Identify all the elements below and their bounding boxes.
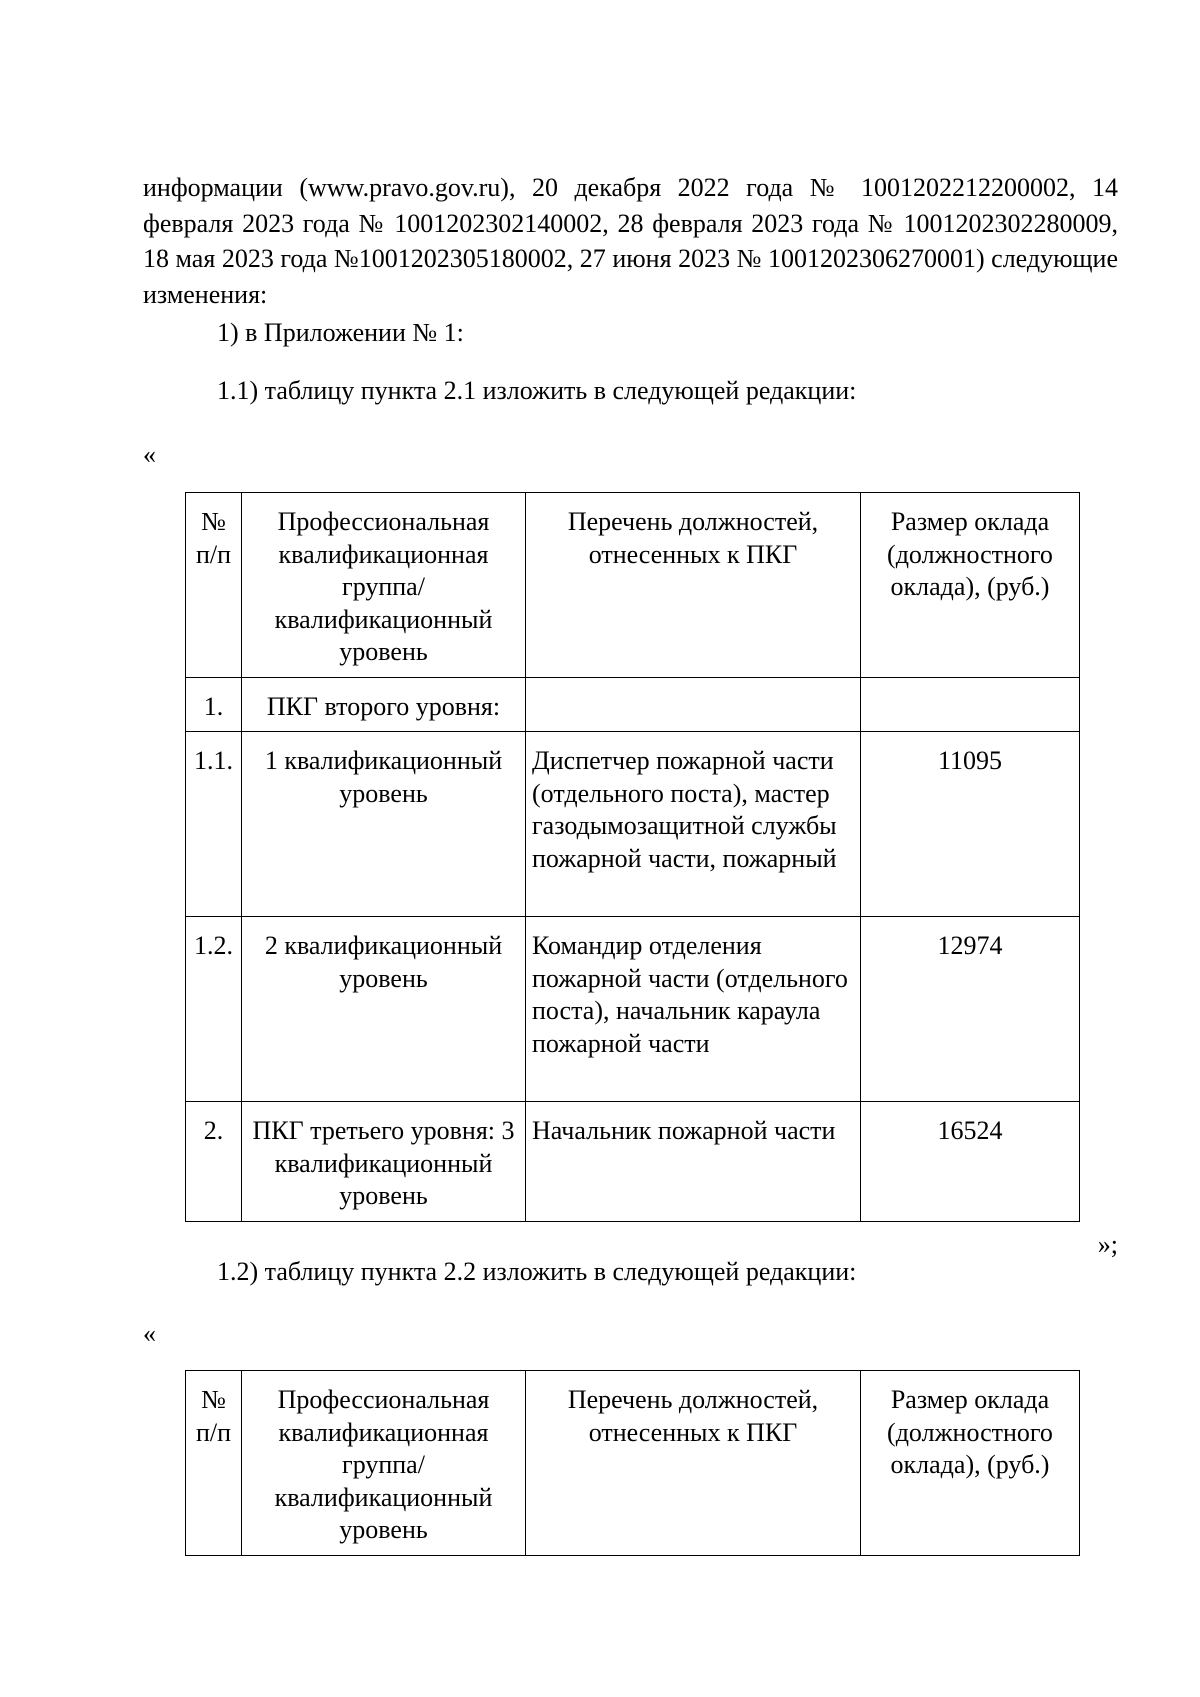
item-1-1-heading: 1.1) таблицу пункта 2.1 изложить в следующей редакции: <box>217 376 857 405</box>
row-group: 2 квалификационный уровень <box>242 917 526 1102</box>
header-num: № п/п <box>186 493 242 678</box>
table-header-row <box>186 493 1080 678</box>
table-row <box>186 732 1080 917</box>
row-group: ПКГ третьего уровня: 3 квалификационный уровень <box>242 1102 526 1222</box>
header-salary: Размер оклада (должностного оклада), (руб.) <box>861 493 1080 678</box>
row-positions: Диспетчер пожарной части (отдельного поста), мастер газодымозащитной службы пожарной части, пожарный <box>526 732 861 917</box>
header-num: № п/п <box>186 1371 242 1556</box>
row-positions: Командир отделения пожарной части (отдельного поста), начальник караула пожарной части <box>526 917 861 1102</box>
row-salary: 11095 <box>861 732 1080 917</box>
open-quote-2: « <box>143 1319 156 1348</box>
table-row <box>186 1102 1080 1222</box>
row-positions <box>526 678 861 732</box>
row-num: 2. <box>186 1102 242 1222</box>
table-row <box>186 678 1080 732</box>
salary-table-2 <box>185 1370 1080 1556</box>
table-row <box>186 917 1080 1102</box>
row-salary <box>861 678 1080 732</box>
close-quote-1: »; <box>1097 1230 1118 1259</box>
salary-table-1 <box>185 492 1080 1222</box>
row-group: 1 квалификационный уровень <box>242 732 526 917</box>
open-quote-1: « <box>143 440 156 469</box>
row-salary: 16524 <box>861 1102 1080 1222</box>
header-group: Профессиональная квалификационная группа/ квалификационный уровень <box>242 1371 526 1556</box>
header-salary: Размер оклада (должностного оклада), (руб.) <box>861 1371 1080 1556</box>
header-positions: Перечень должностей, отнесенных к ПКГ <box>526 1371 861 1556</box>
row-num: 1.2. <box>186 917 242 1102</box>
table-header-row <box>186 1371 1080 1556</box>
row-num: 1. <box>186 678 242 732</box>
item-1-2-heading: 1.2) таблицу пункта 2.2 изложить в следующей редакции: <box>217 1257 857 1286</box>
intro-paragraph: информации (www.pravo.gov.ru), 20 декабря 2022 года № 1001202212200002, 14 февраля 2023 года № 1001202302140002, 28 февраля 2023 года № 1001202302280009, 18 мая 2023 года №1001202305180002, 27 июня 2023 № 1001202306270001) следующие изменения: <box>143 173 1118 309</box>
row-num: 1.1. <box>186 732 242 917</box>
row-group: ПКГ второго уровня: <box>242 678 526 732</box>
header-positions: Перечень должностей, отнесенных к ПКГ <box>526 493 861 678</box>
row-positions: Начальник пожарной части <box>526 1102 861 1222</box>
item-1-heading: 1) в Приложении № 1: <box>217 318 464 347</box>
row-salary: 12974 <box>861 917 1080 1102</box>
header-group: Профессиональная квалификационная группа/ квалификационный уровень <box>242 493 526 678</box>
